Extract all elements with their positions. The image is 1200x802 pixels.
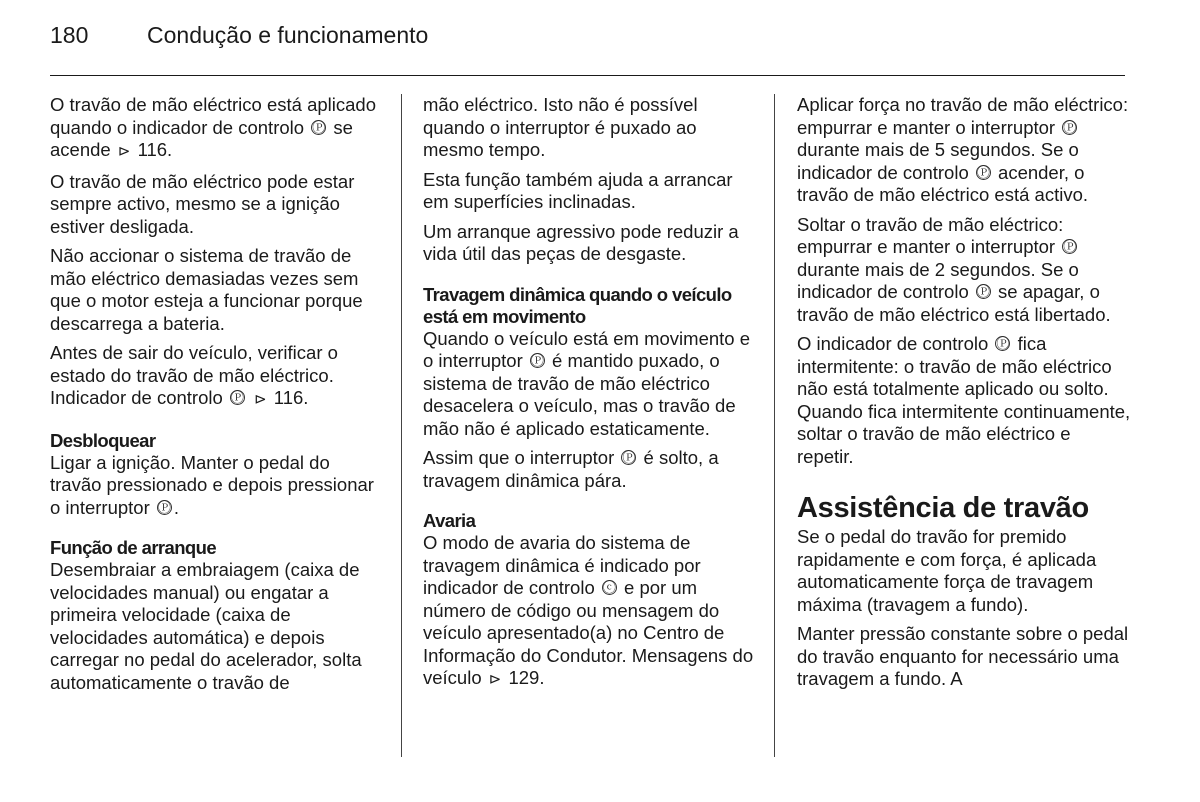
major-heading: Assistência de travão: [797, 492, 1089, 524]
parking-brake-icon: Ⓟ: [530, 353, 544, 368]
parking-brake-icon: Ⓟ: [157, 499, 171, 515]
paragraph: O indicador de controlo Ⓟ fica intermitente: o travão de mão eléctrico não está totalmente aplicado ou solto. Quando fica intermitente continuamente, soltar o travão de mão eléctrico e repetir.: [797, 333, 1131, 467]
column-divider: [401, 94, 402, 757]
paragraph: Soltar o travão de mão eléctrico: empurrar e manter o interruptor Ⓟ durante mais de 2 segundos. Se o indicador de controlo Ⓟ se apagar, o travão de mão eléctrico está libertado.: [797, 213, 1111, 325]
parking-brake-icon: Ⓟ: [1063, 119, 1077, 135]
paragraph: mão eléctrico. Isto não é possível quando o interruptor é puxado ao mesmo tempo.: [423, 94, 698, 160]
paragraph: Esta função também ajuda a arrancar em superfícies inclinadas.: [423, 168, 733, 212]
page-number: 180: [50, 22, 89, 48]
section-heading: Função de arranque: [50, 537, 217, 558]
paragraph: Aplicar força no travão de mão eléctrico: empurrar e manter o interruptor Ⓟ durante mais de 5 segundos. Se o indicador de controlo Ⓟ acender, o travão de mão eléctrico está activo.: [797, 94, 1129, 205]
paragraph: Manter pressão constante sobre o pedal do travão enquanto for necessário uma travagem a fundo. A: [797, 623, 1129, 689]
paragraph: Antes de sair do veículo, verificar o estado do travão de mão eléctrico. Indicador de controlo Ⓟ ⊳ 116.: [50, 342, 338, 408]
paragraph: Um arranque agressivo pode reduzir a vida útil das peças de desgaste.: [423, 220, 739, 264]
paragraph: Assim que o interruptor Ⓟ é solto, a travagem dinâmica pára.: [423, 447, 719, 491]
paragraph: O travão de mão eléctrico pode estar sempre activo, mesmo se a ignição estiver desligada.: [50, 170, 355, 237]
column-divider: [774, 94, 775, 757]
parking-brake-icon: Ⓟ: [312, 119, 326, 135]
paragraph: Ligar a ignição. Manter o pedal do travão pressionado e depois pressionar o interruptor Ⓟ .: [50, 451, 374, 518]
parking-brake-icon: Ⓟ: [622, 450, 636, 465]
parking-brake-icon: Ⓟ: [976, 284, 990, 299]
text-column-1: [50, 94, 384, 701]
paragraph: Se o pedal do travão for premido rapidamente e com força, é aplicada automaticamente força de travagem máxima (travagem a fundo).: [797, 526, 1097, 615]
parking-brake-icon: Ⓟ: [230, 390, 244, 405]
section-heading: Avaria: [423, 510, 476, 531]
chapter-title: Condução e funcionamento: [147, 22, 429, 48]
paragraph: O modo de avaria do sistema de travagem dinâmica é indicado por indicador de controlo ⓒ e por um número de código ou mensagem do veículo apresentado(a) no Centro de Informação do Condutor. Mensagens do veículo ⊳ 129.: [423, 532, 754, 688]
paragraph: O travão de mão eléctrico está aplicado quando o indicador de controlo Ⓟ se acende ⊳ 116.: [50, 94, 376, 160]
parking-brake-icon: Ⓟ: [976, 164, 990, 180]
page-header: [50, 22, 428, 49]
fault-lamp-icon: ⓒ: [602, 580, 616, 595]
section-heading: Desbloquear: [50, 429, 156, 451]
header-rule: [50, 75, 1125, 76]
parking-brake-icon: Ⓟ: [1063, 239, 1077, 254]
reference-arrow-icon: ⊳: [117, 143, 131, 160]
reference-arrow-icon: ⊳: [254, 391, 267, 408]
paragraph: Não accionar o sistema de travão de mão eléctrico demasiadas vezes sem que o motor esteja a funcionar porque descarrega a bateria.: [50, 245, 363, 334]
reference-arrow-icon: ⊳: [488, 671, 502, 688]
text-column-3: [797, 94, 1132, 698]
paragraph: Desembraiar a embraiagem (caixa de velocidades manual) ou engatar a primeira velocidade (caixa de velocidades automática) e depois carregar no pedal do acelerador, solta automaticamente o travão de: [50, 559, 362, 693]
paragraph: Quando o veículo está em movimento e o interruptor Ⓟ é mantido puxado, o sistema de travão de mão eléctrico desacelera o veículo, mas o travão de mão não é aplicado estaticamente.: [423, 327, 751, 439]
parking-brake-icon: Ⓟ: [996, 336, 1010, 351]
section-heading: Travagem dinâmica quando o veículo está em movimento: [423, 283, 732, 327]
text-column-2: [423, 94, 757, 699]
